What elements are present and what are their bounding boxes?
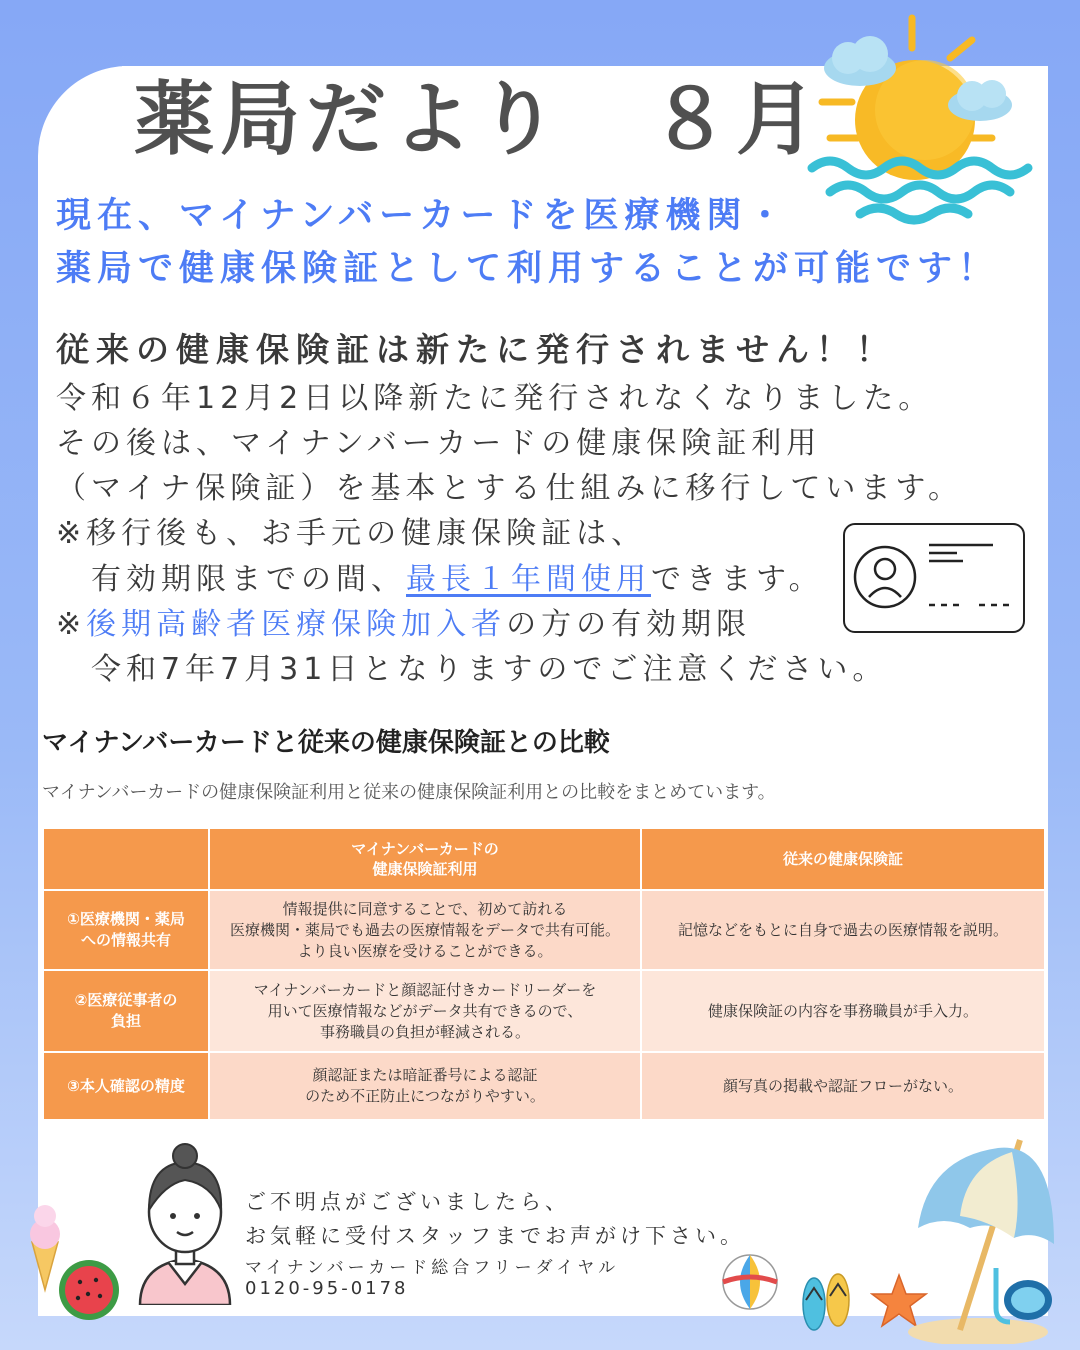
notice-line-5: ※移行後も、お手元の健康保険証は、 <box>56 516 647 551</box>
watermelon-icon <box>52 1258 126 1322</box>
notice-line-3: その後は、マイナンバーカードの健康保険証利用 <box>56 426 822 461</box>
pharmacist-icon <box>130 1140 240 1305</box>
mynumber-cell: 情報提供に同意することで、初めて訪れる 医療機関・薬局でも過去の医療情報をデータで共有可能。 より良い医療を受けることができる。 <box>209 890 641 970</box>
row-label: ②医療従事者の 負担 <box>43 970 209 1052</box>
beach-ball-icon <box>720 1252 780 1312</box>
comparison-table <box>42 827 1046 1121</box>
mynumber-cell: マイナンバーカードと顔認証付きカードリーダーを 用いて医療情報などがデータ共有できるので、 事務職員の負担が軽減される。 <box>209 970 641 1052</box>
notice-line-6-post: できます。 <box>651 562 824 597</box>
max-one-year-link[interactable]: 最長１年間使用 <box>406 562 651 597</box>
contact-line-1: ご不明点がございましたら、 <box>245 1190 570 1214</box>
contact-line-2: お気軽に受付スタッフまでお声がけ下さい。 <box>245 1224 745 1248</box>
comparison-description: マイナンバーカードの健康保険証利用と従来の健康保険証利用との比較をまとめています。 <box>42 782 776 803</box>
headline-line-1: 現在、マイナンバーカードを医療機関・ <box>56 196 789 236</box>
page-title: 薬局だより ８月 <box>134 73 822 166</box>
mynumber-cell: 顔認証または暗証番号による認証 のため不正防止につながりやすい。 <box>209 1052 641 1120</box>
snorkel-icon <box>990 1260 1060 1330</box>
elderly-insured-highlight: 後期高齢者医療保険加入者 <box>86 607 507 642</box>
notice-line-6 <box>56 560 824 600</box>
notice-line-7 <box>56 605 751 645</box>
conventional-cell: 記憶などをもとに自身で過去の医療情報を説明。 <box>641 890 1045 970</box>
table-row <box>43 890 1045 970</box>
row-label: ③本人確認の精度 <box>43 1052 209 1120</box>
table-row <box>43 1052 1045 1120</box>
conventional-cell: 健康保険証の内容を事務職員が手入力。 <box>641 970 1045 1052</box>
table-header-mynumber: マイナンバーカードの 健康保険証利用 <box>209 828 641 890</box>
notice-line-6-pre: 有効期限までの間、 <box>56 562 406 597</box>
notice-line-7-post: の方の有効期限 <box>506 607 752 642</box>
contact-hotline-label: マイナンバーカード総合フリーダイヤル <box>245 1258 620 1278</box>
table-row <box>43 970 1045 1052</box>
notice-line-2: 令和６年12月2日以降新たに発行されなくなりました。 <box>56 381 934 416</box>
notice-line-4: （マイナ保険証）を基本とする仕組みに移行しています。 <box>56 471 963 506</box>
table-header-conventional: 従来の健康保険証 <box>641 828 1045 890</box>
notice-line-8: 令和7年7月31日となりますのでご注意ください。 <box>56 652 888 687</box>
row-label: ①医療機関・薬局 への情報共有 <box>43 890 209 970</box>
notice-line-7-pre: ※ <box>56 607 87 642</box>
id-card-icon <box>843 523 1025 633</box>
notice-line-1: 従来の健康保険証は新たに発行されません！！ <box>56 330 896 369</box>
conventional-cell: 顔写真の掲載や認証フローがない。 <box>641 1052 1045 1120</box>
contact-phone[interactable]: 0120-95-0178 <box>245 1278 409 1299</box>
comparison-title: マイナンバーカードと従来の健康保険証との比較 <box>42 728 610 758</box>
table-header-empty <box>43 828 209 890</box>
table-header-row <box>43 828 1045 890</box>
headline-line-2: 薬局で健康保険証として利用することが可能です！ <box>56 249 1000 289</box>
flip-flops-icon <box>798 1270 854 1332</box>
